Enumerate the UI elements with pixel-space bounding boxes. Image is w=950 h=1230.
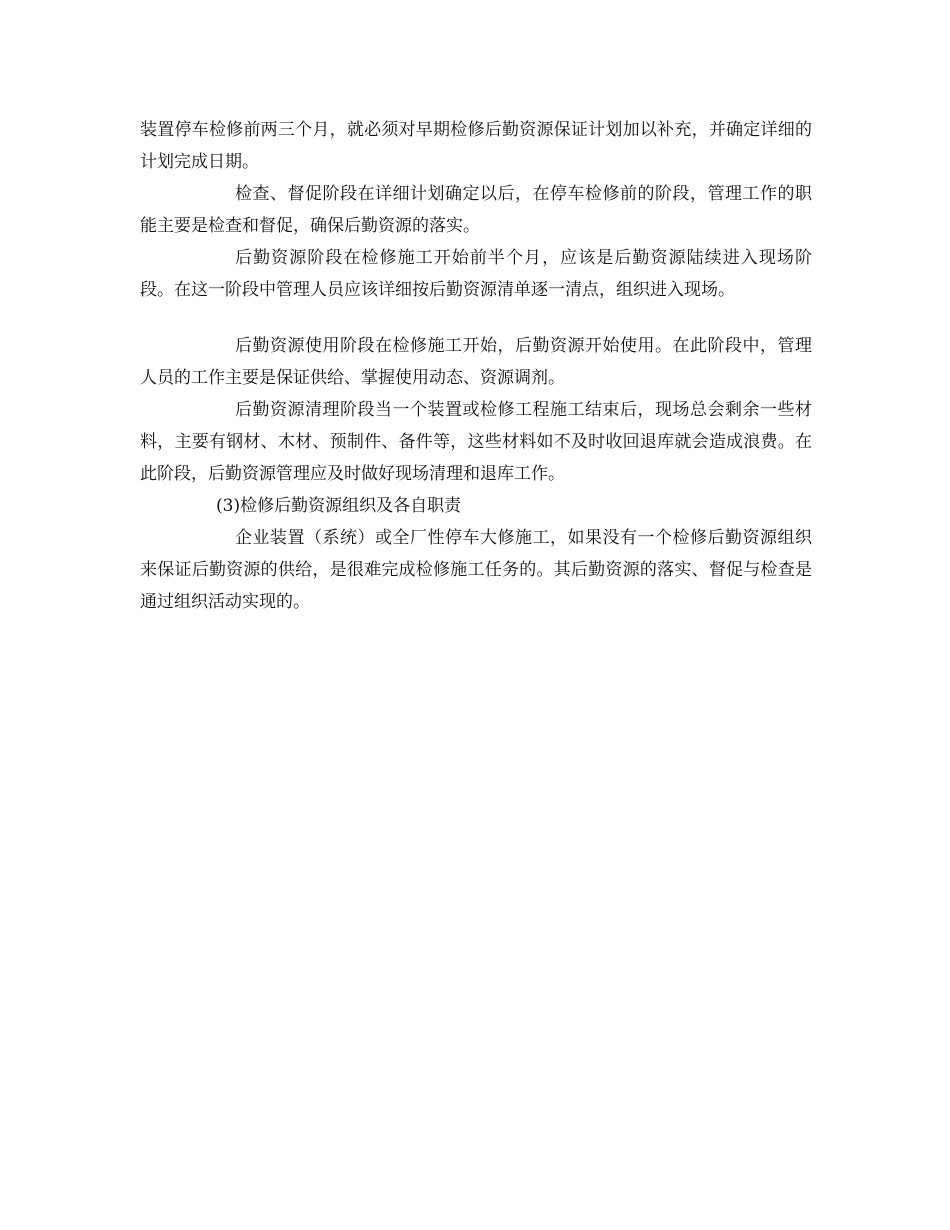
document-body [140, 114, 812, 618]
paragraph-plan-supplement: 装置停车检修前两三个月，就必须对早期检修后勤资源保证计划加以补充，并确定详细的计划完成日期。 [140, 120, 812, 172]
paragraph-resource-cleanup-stage: 后勤资源清理阶段当一个装置或检修工程施工结束后，现场总会剩余一些材料，主要有钢材、木材、预制件、备件等，这些材料如不及时收回退库就会造成浪费。在此阶段，后勤资源管理应及时做好现场清理和退库工作。 [140, 400, 812, 484]
paragraph-inspection-stage: 检查、督促阶段在详细计划确定以后，在停车检修前的阶段，管理工作的职能主要是检查和督促，确保后勤资源的落实。 [140, 184, 812, 236]
paragraph-resource-usage-stage: 后勤资源使用阶段在检修施工开始，后勤资源开始使用。在此阶段中，管理人员的工作主要是保证供给、掌握使用动态、资源调剂。 [140, 336, 812, 388]
paragraph-resource-entry-stage: 后勤资源阶段在检修施工开始前半个月，应该是后勤资源陆续进入现场阶段。在这一阶段中管理人员应该详细按后勤资源清单逐一清点，组织进入现场。 [140, 248, 812, 300]
paragraph-organization: 企业装置（系统）或全厂性停车大修施工，如果没有一个检修后勤资源组织来保证后勤资源的供给，是很难完成检修施工任务的。其后勤资源的落实、督促与检查是通过组织活动实现的。 [140, 528, 812, 612]
section-heading-organization: (3)检修后勤资源组织及各自职责 [216, 496, 462, 516]
